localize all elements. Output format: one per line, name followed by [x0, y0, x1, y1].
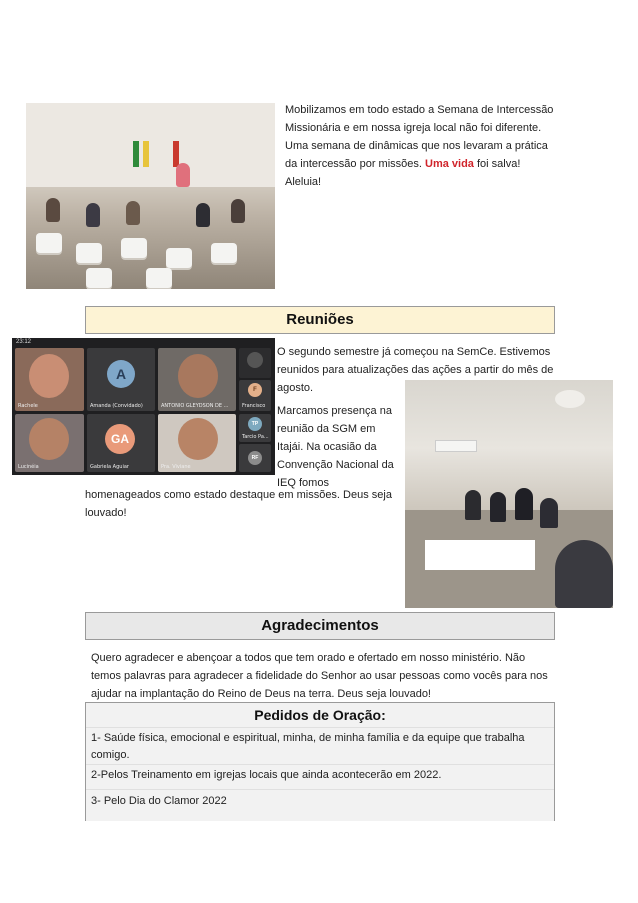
reunioes-paragraph-2: [277, 402, 402, 492]
participant-face: [178, 418, 218, 460]
chair: [146, 268, 172, 288]
text-line: reunidos para atualizações das ações a partir do mês de: [277, 364, 554, 376]
participant-face: [178, 354, 218, 398]
text-line: temos palavras para agradecer a fidelidade do Senhor ao usar pessoas como vocês para nos: [91, 670, 548, 682]
prayer-requests-title: Pedidos de Oração:: [254, 707, 386, 723]
participant-name: Rachele: [18, 403, 38, 409]
participant-tile: [15, 414, 84, 472]
divider: [86, 789, 554, 790]
participant-face: [247, 352, 263, 368]
participant-face: [29, 418, 69, 460]
participant-tile: [87, 348, 155, 411]
attendee-figure: [515, 488, 533, 520]
participant-tile: [239, 444, 271, 472]
intro-line: [285, 155, 575, 173]
chair: [76, 243, 102, 263]
participant-name: Amanda (Convidado): [90, 403, 143, 409]
text-line: ajudar na implantação do Reino de Deus na terra. Deus seja louvado!: [91, 688, 431, 700]
attendee-figure: [490, 492, 506, 522]
prayer-item-3: 3- Pelo Dia do Clamor 2022: [91, 795, 227, 807]
text-line: reunião da SGM em: [277, 423, 376, 435]
table-cloth: [425, 540, 535, 570]
text-line: O segundo semestre já começou na SemCe. Estivemos: [277, 346, 551, 358]
participant-avatar: TP: [248, 417, 262, 431]
speaker-figure: [176, 163, 190, 187]
intro-line: Aleluia!: [285, 176, 322, 188]
chair: [211, 243, 237, 263]
flag: [133, 141, 139, 167]
divider: [86, 764, 554, 765]
prayer-item-1: [91, 730, 546, 764]
attendee-figure: [196, 203, 210, 227]
participant-name: Gabriela Aguiar: [90, 464, 129, 470]
participant-name: Pra. Viviane: [161, 464, 191, 470]
participant-avatar: RF: [248, 451, 262, 465]
intro-text-part: da intercessão por missões.: [285, 158, 426, 170]
attendee-figure: [86, 203, 100, 227]
text-line: Quero agradecer e abençoar a todos que tem orado e ofertado em nosso ministério. Não: [91, 652, 526, 664]
divider: [86, 727, 554, 728]
reunioes-paragraph-2-cont: [85, 486, 400, 522]
attendee-figure: [540, 498, 558, 528]
intro-line: Missionária e em nossa igreja local não foi diferente.: [285, 122, 542, 134]
church-event-photo: [26, 103, 275, 289]
intro-line: Uma semana de dinâmicas que nos levaram a prática: [285, 140, 548, 152]
text-line: louvado!: [85, 507, 127, 519]
text-line: comigo.: [91, 749, 130, 761]
participant-name: Francisco: [242, 403, 266, 409]
meeting-time: 23:12: [16, 339, 32, 345]
participant-avatar: A: [107, 360, 135, 388]
intro-text: [285, 101, 575, 191]
chair: [86, 268, 112, 288]
chair: [36, 233, 62, 253]
highlight-text: Uma vida: [425, 158, 474, 170]
text-line: 1- Saúde física, emocional e espiritual, minha, de minha família e da equipe que trabalha: [91, 732, 525, 744]
reunioes-section-header: Reuniões: [85, 306, 555, 334]
convention-photo: [405, 380, 613, 608]
text-line: agosto.: [277, 382, 314, 394]
text-line: homenageados como estado destaque em missões. Deus seja: [85, 489, 392, 501]
participant-tile: [87, 414, 155, 472]
prayer-requests-box: [85, 702, 555, 821]
participant-avatar: GA: [105, 424, 135, 454]
prayer-item-2: 2-Pelos Treinamento em igrejas locais que ainda acontecerão em 2022.: [91, 769, 442, 781]
intro-text-part: foi salva!: [473, 158, 521, 170]
attendee-figure: [465, 490, 481, 520]
participant-tile: [239, 348, 271, 378]
chair: [121, 238, 147, 258]
participant-name: Tarcio Pa...: [242, 434, 269, 440]
foreground-attendee: [555, 540, 613, 608]
participant-face: [29, 354, 69, 398]
text-line: IEQ fomos: [277, 477, 329, 489]
text-line: Itajái. Na ocasião da: [277, 441, 377, 453]
agradecimentos-section-header: Agradecimentos: [85, 612, 555, 640]
agradecimentos-text: [91, 649, 551, 703]
participant-tile: [158, 414, 236, 472]
participant-tile: [239, 380, 271, 411]
participant-avatar: F: [248, 383, 262, 397]
flag: [143, 141, 149, 167]
text-line: Marcamos presença na: [277, 405, 392, 417]
chair: [166, 248, 192, 268]
flag: [173, 141, 179, 167]
ceiling-light: [555, 390, 585, 408]
participant-tile: [158, 348, 236, 411]
text-line: Convenção Nacional da: [277, 459, 394, 471]
participant-name: Lucinéia: [18, 464, 39, 470]
attendee-figure: [46, 198, 60, 222]
attendee-figure: [126, 201, 140, 225]
intro-line: Mobilizamos em todo estado a Semana de Intercessão: [285, 104, 554, 116]
video-meeting-screenshot: [12, 338, 275, 475]
photo-wall: [26, 103, 275, 187]
participant-tile: [15, 348, 84, 411]
participant-tile: [239, 414, 271, 442]
air-conditioner: [435, 440, 477, 452]
participant-name: ANTONIO GLEYDSON DE ...: [161, 403, 229, 409]
attendee-figure: [231, 199, 245, 223]
